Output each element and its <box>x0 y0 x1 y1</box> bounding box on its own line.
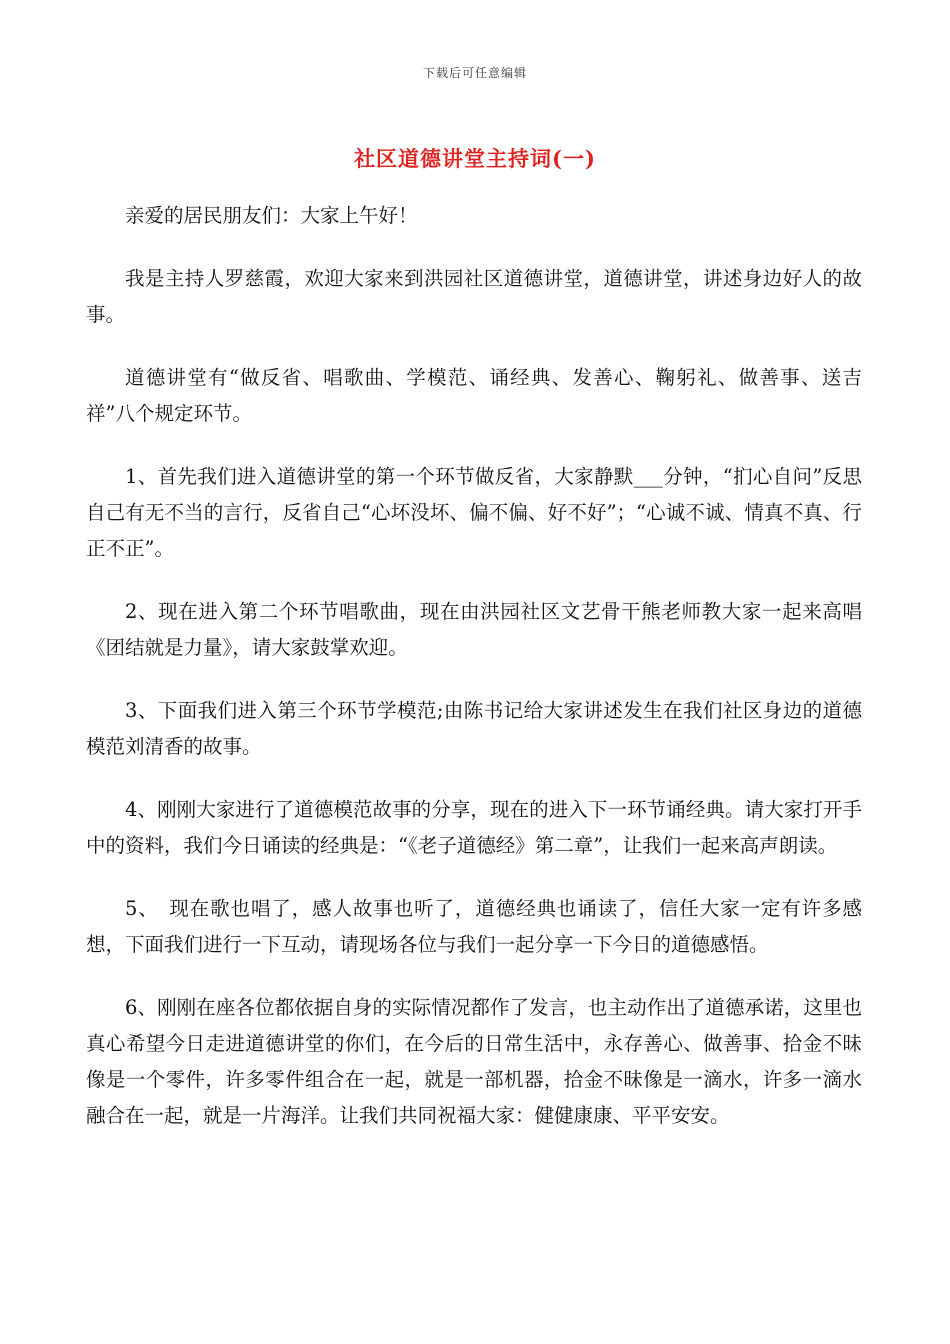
paragraph-host-intro: 我是主持人罗慈霞，欢迎大家来到洪园社区道德讲堂，道德讲堂，讲述身边好人的故事。 <box>86 267 862 326</box>
document-title: 社区道德讲堂主持词(一) <box>354 146 596 171</box>
document-body <box>86 198 862 1161</box>
paragraph-step-3: 3、下面我们进入第三个环节学模范;由陈书记给大家讲述发生在我们社区身边的道德模范刘清香的故事。 <box>86 699 862 758</box>
paragraph-step-6: 6、刚刚在座各位都依据自身的实际情况都作了发言，也主动作出了道德承诺，这里也真心希望今日走进道德讲堂的你们，在今后的日常生活中，永存善心、做善事、拾金不昧像是一个零件，许多零件组合在一起，就是一部机器，拾金不昧像是一滴水，许多一滴水融合在一起，就是一片海洋。让我们共同祝福大家：健健康康、平平安安。 <box>86 996 862 1127</box>
paragraph-eight-sections: 道德讲堂有“做反省、唱歌曲、学模范、诵经典、发善心、鞠躬礼、做善事、送吉祥”八个规定环节。 <box>86 366 862 425</box>
paragraph-step-1: 1、首先我们进入道德讲堂的第一个环节做反省，大家静默___分钟，“扪心自问”反思自己有无不当的言行，反省自己“心坏没坏、偏不偏、好不好”；“心诚不诚、情真不真、行正不正”。 <box>86 465 862 560</box>
paragraph-greeting: 亲爱的居民朋友们：大家上午好！ <box>125 204 418 227</box>
paragraph-step-2: 2、现在进入第二个环节唱歌曲，现在由洪园社区文艺骨干熊老师教大家一起来高唱《团结就是力量》，请大家鼓掌欢迎。 <box>86 600 862 659</box>
header-note: 下载后可任意编辑 <box>422 66 527 80</box>
paragraph-step-5: 5、 现在歌也唱了，感人故事也听了，道德经典也诵读了，信任大家一定有许多感想，下面我们进行一下互动，请现场各位与我们一起分享一下今日的道德感悟。 <box>86 897 862 956</box>
paragraph-step-4: 4、刚刚大家进行了道德模范故事的分享，现在的进入下一环节诵经典。请大家打开手中的资料，我们今日诵读的经典是：“《老子道德经》第二章”，让我们一起来高声朗读。 <box>86 798 862 857</box>
